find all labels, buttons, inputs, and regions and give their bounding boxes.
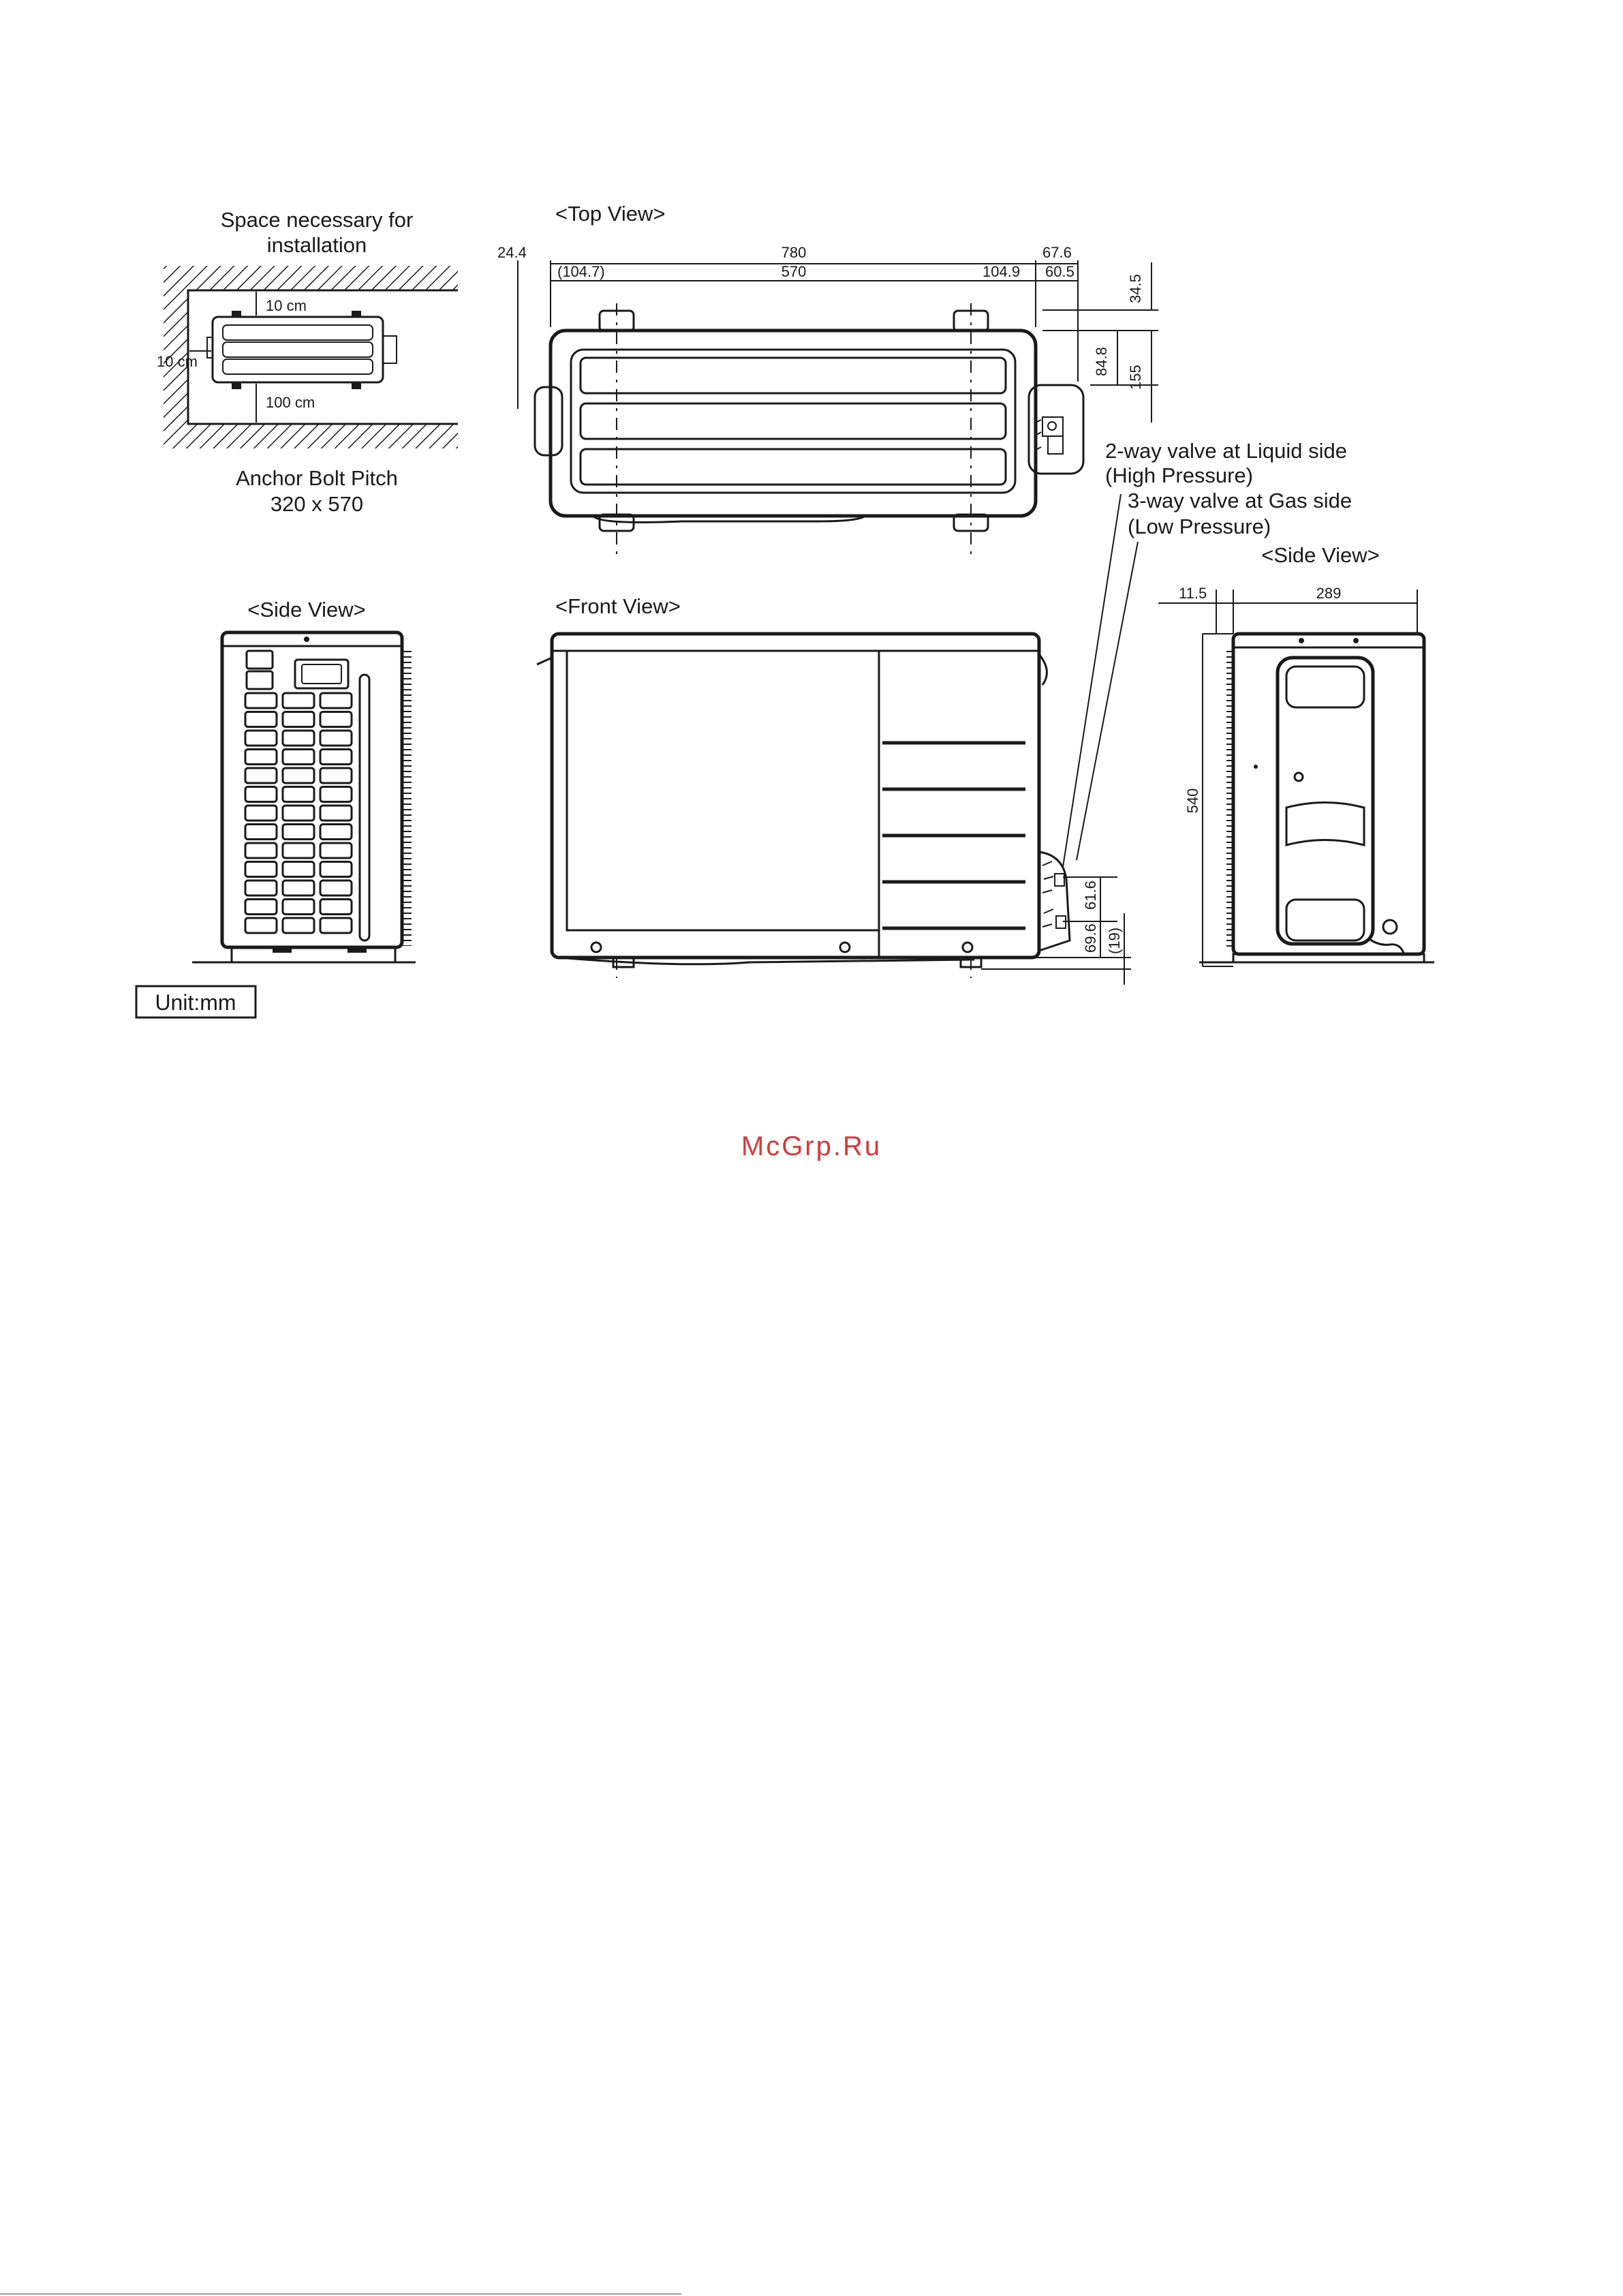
side-vent-slot (320, 843, 352, 858)
install-foot (352, 311, 361, 318)
clearance-top: 10 cm (266, 297, 307, 314)
side-vent-slot (320, 712, 352, 727)
top-view (497, 202, 1158, 555)
side-vent-slot (245, 806, 277, 821)
side-right-handle-grip (1286, 803, 1364, 846)
dim-overall-width: 780 (781, 244, 807, 261)
dim-depth-b: 84.8 (1093, 347, 1110, 376)
side-left-handle-inner (302, 664, 341, 684)
dim-bolt-pitch: 570 (781, 263, 807, 280)
dim-side-depth: 289 (1316, 585, 1342, 602)
side-left-vent-grid (245, 693, 352, 933)
side-vent-slot (283, 900, 314, 915)
valve-detail-front (1039, 852, 1070, 951)
side-vent-slot (245, 712, 277, 727)
side-vent-slot (283, 750, 314, 765)
side-left-pad (347, 946, 367, 953)
side-view-right (1158, 543, 1434, 966)
side-vent-slot (245, 825, 277, 840)
dim-base: (19) (1106, 927, 1123, 954)
valve-detail-top (1034, 417, 1063, 454)
side-vent-slot (245, 881, 277, 896)
side-vent-slot (283, 843, 314, 858)
side-left-pad (273, 946, 292, 953)
front-side-hooks (537, 654, 1047, 685)
side-vent-slot (320, 862, 352, 877)
front-screw (840, 943, 850, 952)
front-fan-grille (567, 651, 879, 930)
dim-right-pitch: 104.9 (983, 263, 1021, 280)
anchor-line1: Anchor Bolt Pitch (236, 466, 398, 490)
dim-depth-a: 34.5 (1127, 274, 1144, 303)
side-view-right-title: <Side View> (1261, 543, 1380, 567)
unit-label: Unit:mm (155, 990, 236, 1015)
side-vent-slot (245, 731, 277, 746)
install-foot (232, 311, 241, 318)
side-vent-slot (320, 693, 352, 708)
front-view-body (552, 634, 1039, 958)
dim-right-overhang-a: 67.6 (1042, 244, 1072, 261)
install-unit-outline (213, 317, 383, 382)
install-unit-slot (223, 325, 373, 340)
liquid-valve-line1: 2-way valve at Liquid side (1105, 439, 1347, 463)
side-vent-slot (283, 787, 314, 802)
side-right-dot (1254, 765, 1258, 769)
side-vent-slot (320, 918, 352, 933)
dim-right-overhang-b: 60.5 (1045, 263, 1075, 280)
side-vent-slot (320, 750, 352, 765)
top-view-slot (581, 449, 1006, 485)
dim-left-pitch: (104.7) (557, 263, 605, 280)
side-view-left (192, 598, 416, 962)
side-vent-slot (245, 862, 277, 877)
side-vent-slot (245, 693, 277, 708)
side-vent-slot (283, 731, 314, 746)
install-valve-box (383, 336, 397, 363)
clearance-left: 10 cm (157, 353, 198, 370)
side-right-screw (1299, 638, 1304, 643)
side-vent-slot (320, 900, 352, 915)
front-screw (963, 943, 972, 952)
side-left-vent (247, 651, 273, 669)
install-title-line1: Space necessary for (220, 208, 414, 232)
side-vent-slot (245, 768, 277, 783)
dim-left-offset: 24.4 (497, 244, 527, 261)
side-vent-slot (283, 862, 314, 877)
side-right-port (1295, 773, 1303, 781)
front-screw (591, 943, 601, 952)
side-vent-slot (283, 693, 314, 708)
dim-valve-height: 69.6 (1082, 923, 1099, 953)
top-view-title: <Top View> (555, 202, 666, 226)
side-view-left-title: <Side View> (247, 598, 366, 622)
side-vent-slot (283, 881, 314, 896)
anchor-line2: 320 x 570 (270, 492, 364, 516)
top-view-slot (581, 403, 1006, 439)
dim-depth-c: 155 (1127, 365, 1144, 390)
side-vent-slot (320, 731, 352, 746)
side-right-valve-pipe (1370, 939, 1404, 953)
side-vent-slot (283, 768, 314, 783)
side-left-fins (402, 647, 412, 946)
side-left-rail (360, 675, 369, 940)
front-view (537, 594, 1131, 985)
top-side-bulge (535, 387, 562, 455)
install-foot (232, 382, 241, 389)
side-left-vent (247, 671, 273, 689)
clearance-front: 100 cm (266, 394, 315, 411)
install-title-line2: installation (266, 233, 367, 257)
gas-valve-line1: 3-way valve at Gas side (1128, 489, 1352, 512)
side-vent-slot (245, 750, 277, 765)
side-vent-slot (320, 825, 352, 840)
side-vent-slot (283, 806, 314, 821)
side-right-body (1233, 634, 1424, 954)
side-vent-slot (245, 918, 277, 933)
install-foot (352, 382, 361, 389)
side-vent-slot (320, 787, 352, 802)
side-right-handle-top (1286, 667, 1364, 707)
side-vent-slot (320, 806, 352, 821)
side-vent-slot (283, 712, 314, 727)
watermark-text: McGrp.Ru (741, 1131, 882, 1161)
side-vent-slot (320, 881, 352, 896)
side-left-screw (304, 637, 309, 642)
side-right-valve (1383, 920, 1397, 934)
dim-offset: 11.5 (1179, 585, 1207, 602)
dim-side-height: 540 (1184, 788, 1201, 814)
side-right-fins (1226, 647, 1235, 947)
gas-valve-leader (1077, 542, 1138, 860)
side-vent-slot (245, 900, 277, 915)
installation-space-diagram (157, 208, 458, 516)
front-view-title: <Front View> (555, 594, 681, 618)
side-right-screw (1353, 638, 1359, 643)
install-unit-slot (223, 342, 373, 357)
top-view-slot (581, 358, 1006, 393)
side-right-handle-bottom (1286, 900, 1364, 940)
gas-valve-line2: (Low Pressure) (1128, 515, 1271, 538)
liquid-valve-line2: (High Pressure) (1105, 463, 1254, 487)
side-vent-slot (245, 787, 277, 802)
side-vent-slot (283, 825, 314, 840)
side-vent-slot (283, 918, 314, 933)
dim-valve-gap: 61.6 (1082, 881, 1099, 910)
side-vent-slot (245, 843, 277, 858)
install-unit-slot (223, 359, 373, 374)
liquid-valve-leader (1063, 494, 1121, 867)
top-view-panel (571, 350, 1015, 493)
side-vent-slot (320, 768, 352, 783)
